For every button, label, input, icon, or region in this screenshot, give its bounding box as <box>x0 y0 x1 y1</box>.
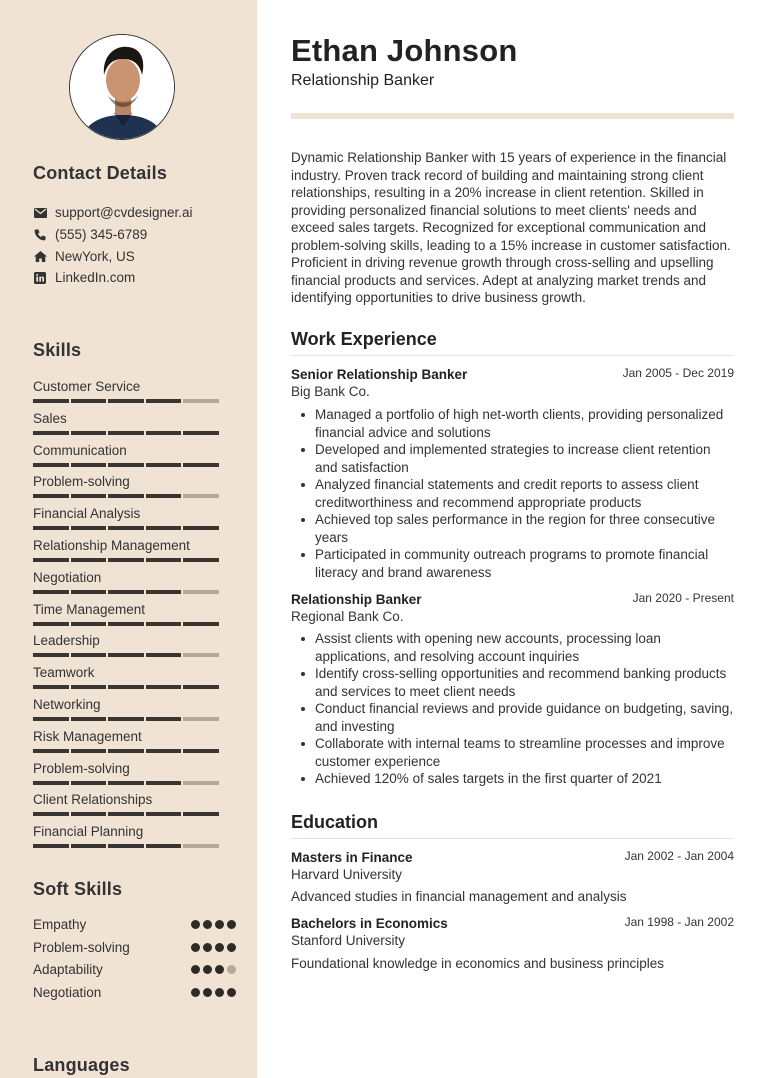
rating-dot <box>215 920 224 929</box>
degree-dates: Jan 1998 - Jan 2002 <box>624 915 734 929</box>
skill-level-segment <box>146 685 182 689</box>
contact-location <box>33 249 135 264</box>
languages-heading: Languages <box>33 1055 130 1075</box>
skill-level-segment <box>183 558 219 562</box>
skill-level-bar <box>33 558 223 562</box>
home-icon <box>33 250 47 264</box>
skill-level-segment <box>108 399 144 403</box>
skill-level-segment <box>183 717 219 721</box>
skill-level-segment <box>71 844 107 848</box>
job-title: Senior Relationship Banker <box>291 367 468 382</box>
skill-level-segment <box>183 749 219 753</box>
skill-level-segment <box>183 431 219 435</box>
job-dates: Jan 2020 - Present <box>632 591 734 605</box>
skill-level-segment <box>146 494 182 498</box>
soft-skill-item <box>33 939 223 957</box>
skill-level-segment <box>71 494 107 498</box>
skill-level-bar <box>33 781 223 785</box>
rating-dot <box>203 988 212 997</box>
skill-level-segment <box>108 463 144 467</box>
skill-level-segment <box>183 590 219 594</box>
skill-level-bar <box>33 494 223 498</box>
skill-level-segment <box>33 685 69 689</box>
skill-name: Risk Management <box>33 728 142 744</box>
candidate-name: Ethan Johnson <box>291 33 518 68</box>
skill-level-segment <box>108 844 144 848</box>
skill-item <box>33 378 223 403</box>
work-rule <box>291 355 734 356</box>
job-dates: Jan 2005 - Dec 2019 <box>622 366 734 380</box>
skill-level-segment <box>33 463 69 467</box>
soft-skill-item <box>33 961 223 979</box>
skill-level-segment <box>33 844 69 848</box>
rating-dot <box>227 920 236 929</box>
skill-level-segment <box>108 622 144 626</box>
skill-item <box>33 505 223 530</box>
contact-location-text: NewYork, US <box>55 249 135 264</box>
skill-level-bar <box>33 685 223 689</box>
skill-level-segment <box>33 717 69 721</box>
skill-level-segment <box>108 685 144 689</box>
envelope-icon <box>33 206 47 220</box>
skill-level-segment <box>71 399 107 403</box>
soft-skill-item <box>33 916 223 934</box>
skill-level-segment <box>108 494 144 498</box>
skill-item <box>33 791 223 816</box>
skill-item <box>33 823 223 848</box>
skill-level-segment <box>71 812 107 816</box>
skill-level-segment <box>146 526 182 530</box>
skills-heading: Skills <box>33 340 82 360</box>
skill-item <box>33 760 223 785</box>
skill-name: Problem-solving <box>33 474 130 490</box>
soft-skill-name: Problem-solving <box>33 939 130 955</box>
skill-level-segment <box>33 622 69 626</box>
contact-heading: Contact Details <box>33 163 168 183</box>
skill-level-segment <box>33 399 69 403</box>
rating-dot <box>215 965 224 974</box>
soft-skill-rating <box>191 965 236 974</box>
degree-description: Advanced studies in financial management and analysis <box>291 889 627 904</box>
work-heading: Work Experience <box>291 329 437 349</box>
skill-level-bar <box>33 622 223 626</box>
skill-level-segment <box>183 781 219 785</box>
skill-level-segment <box>146 812 182 816</box>
rating-dot <box>215 943 224 952</box>
skill-level-segment <box>183 399 219 403</box>
skill-item <box>33 728 223 753</box>
skill-level-segment <box>33 590 69 594</box>
list-item: Assist clients with opening new accounts, processing loan applications, and resolving account inquiries <box>291 630 734 665</box>
list-item: Achieved top sales performance in the region for three consecutive years <box>291 511 734 546</box>
skill-level-segment <box>71 431 107 435</box>
skill-level-segment <box>108 749 144 753</box>
soft-skill-item <box>33 984 223 1002</box>
skill-item <box>33 537 223 562</box>
skill-name: Financial Analysis <box>33 506 141 522</box>
rating-dot <box>191 943 200 952</box>
skill-level-bar <box>33 463 223 467</box>
list-item: Analyzed financial statements and credit reports to assess client creditworthiness and recommend appropriate products <box>291 476 734 511</box>
skill-name: Customer Service <box>33 379 141 394</box>
linkedin-icon <box>33 271 47 285</box>
job-bullets <box>291 630 734 788</box>
skill-level-segment <box>33 812 69 816</box>
skill-level-segment <box>108 781 144 785</box>
school-name: Harvard University <box>291 867 403 882</box>
contact-linkedin[interactable] <box>33 270 135 285</box>
education-rule <box>291 838 734 839</box>
profile-photo <box>69 34 175 140</box>
skill-level-segment <box>33 558 69 562</box>
rating-dot <box>191 988 200 997</box>
list-item: Developed and implemented strategies to increase client retention and satisfaction <box>291 441 734 476</box>
profile-summary: Dynamic Relationship Banker with 15 years of experience in the financial industry. Proven track record of building and maintaining strong client relationships, resulting in a 20% increase in client retention. Skilled in providing personalized financial solutions to meet clients' needs and exceed sales targets. Recognized for exceptional communication and problem-solving skills, leading to a 15% increase in customer satisfaction. Proficient in driving revenue growth through cross-selling and upselling financial products and services. Adept at analyzing market trends and identifying opportunities to drive business growth. <box>291 150 731 305</box>
skill-level-segment <box>71 717 107 721</box>
sidebar <box>0 0 257 1078</box>
skill-level-segment <box>33 781 69 785</box>
phone-icon <box>33 228 47 242</box>
skill-level-bar <box>33 749 223 753</box>
skill-level-segment <box>71 463 107 467</box>
job-company: Big Bank Co. <box>291 384 370 399</box>
skill-level-bar <box>33 844 223 848</box>
skill-level-bar <box>33 526 223 530</box>
skill-name: Teamwork <box>33 665 95 681</box>
soft-skill-name: Negotiation <box>33 984 102 1000</box>
soft-skill-rating <box>191 988 236 997</box>
skill-level-segment <box>146 431 182 435</box>
skill-level-segment <box>108 526 144 530</box>
soft-skill-rating <box>191 920 236 929</box>
contact-phone[interactable] <box>33 227 147 242</box>
skill-name: Networking <box>33 697 101 712</box>
skill-item <box>33 601 223 626</box>
rating-dot <box>203 965 212 974</box>
skill-name: Client Relationships <box>33 792 153 808</box>
list-item: Achieved 120% of sales targets in the first quarter of 2021 <box>291 770 734 788</box>
degree-title: Bachelors in Economics <box>291 916 448 931</box>
skill-level-segment <box>146 399 182 403</box>
skill-level-segment <box>108 431 144 435</box>
education-heading: Education <box>291 812 379 832</box>
contact-linkedin-text: LinkedIn.com <box>55 270 136 285</box>
skill-item <box>33 632 223 657</box>
skill-level-segment <box>108 590 144 594</box>
skill-level-segment <box>183 685 219 689</box>
skill-level-segment <box>146 590 182 594</box>
skill-level-segment <box>108 812 144 816</box>
skill-name: Sales <box>33 410 67 426</box>
skill-level-segment <box>108 653 144 657</box>
skill-name: Communication <box>33 442 127 458</box>
candidate-title: Relationship Banker <box>291 72 435 89</box>
skill-level-segment <box>33 749 69 753</box>
skill-level-segment <box>146 558 182 562</box>
skill-level-bar <box>33 590 223 594</box>
skill-level-bar <box>33 717 223 721</box>
skill-level-segment <box>146 717 182 721</box>
list-item: Managed a portfolio of high net-worth clients, providing personalized financial advice and solutions <box>291 406 734 441</box>
contact-email-text: support@cvdesigner.ai <box>55 205 193 220</box>
contact-phone-text: (555) 345-6789 <box>55 227 148 242</box>
skill-level-segment <box>71 622 107 626</box>
degree-title: Masters in Finance <box>291 850 413 865</box>
skill-level-segment <box>71 749 107 753</box>
skill-level-segment <box>71 590 107 594</box>
skill-level-segment <box>183 653 219 657</box>
soft-skill-name: Empathy <box>33 917 87 932</box>
skill-level-bar <box>33 399 223 403</box>
rating-dot <box>203 943 212 952</box>
skill-level-segment <box>33 431 69 435</box>
skill-level-segment <box>183 494 219 498</box>
skill-level-segment <box>146 749 182 753</box>
skill-item <box>33 473 223 498</box>
skill-level-segment <box>146 653 182 657</box>
skill-level-segment <box>183 526 219 530</box>
degree-description: Foundational knowledge in economics and business principles <box>291 956 664 971</box>
rating-dot <box>191 920 200 929</box>
job-title: Relationship Banker <box>291 592 422 607</box>
soft-skill-rating <box>191 943 236 952</box>
skill-level-segment <box>71 653 107 657</box>
skill-item <box>33 442 223 467</box>
list-item: Collaborate with internal teams to streamline processes and improve customer experience <box>291 735 734 770</box>
skill-item <box>33 664 223 689</box>
skill-name: Time Management <box>33 601 146 617</box>
skill-level-segment <box>146 844 182 848</box>
skill-name: Negotiation <box>33 569 102 585</box>
skill-level-segment <box>71 558 107 562</box>
rating-dot <box>227 965 236 974</box>
skill-level-bar <box>33 812 223 816</box>
skill-level-segment <box>71 781 107 785</box>
soft-skill-name: Adaptability <box>33 962 103 978</box>
skill-level-segment <box>146 622 182 626</box>
rating-dot <box>191 965 200 974</box>
skill-level-segment <box>108 717 144 721</box>
skill-level-bar <box>33 653 223 657</box>
contact-email[interactable] <box>33 205 193 220</box>
school-name: Stanford University <box>291 933 406 948</box>
skill-level-segment <box>33 653 69 657</box>
skill-level-segment <box>183 812 219 816</box>
list-item: Identify cross-selling opportunities and recommend banking products and services to meet client needs <box>291 665 734 700</box>
skill-level-segment <box>108 558 144 562</box>
skill-level-segment <box>71 526 107 530</box>
skill-level-segment <box>146 781 182 785</box>
skill-item <box>33 410 223 435</box>
job-bullets <box>291 406 734 581</box>
rating-dot <box>227 943 236 952</box>
skill-item <box>33 696 223 721</box>
job-company: Regional Bank Co. <box>291 609 404 624</box>
skill-level-segment <box>183 463 219 467</box>
skill-name: Problem-solving <box>33 760 130 776</box>
skill-item <box>33 569 223 594</box>
header-divider <box>291 113 734 119</box>
skill-name: Relationship Management <box>33 538 190 553</box>
rating-dot <box>215 988 224 997</box>
skill-name: Leadership <box>33 633 100 649</box>
skill-level-bar <box>33 431 223 435</box>
soft-skills-heading: Soft Skills <box>33 879 123 899</box>
skill-level-segment <box>146 463 182 467</box>
skill-level-segment <box>33 494 69 498</box>
list-item: Participated in community outreach programs to promote financial literacy and brand awareness <box>291 546 734 581</box>
degree-dates: Jan 2002 - Jan 2004 <box>624 849 734 863</box>
skill-level-segment <box>33 526 69 530</box>
skill-level-segment <box>183 844 219 848</box>
skill-level-segment <box>71 685 107 689</box>
skill-name: Financial Planning <box>33 824 144 840</box>
rating-dot <box>203 920 212 929</box>
list-item: Conduct financial reviews and provide guidance on budgeting, saving, and investing <box>291 700 734 735</box>
skill-level-segment <box>183 622 219 626</box>
rating-dot <box>227 988 236 997</box>
